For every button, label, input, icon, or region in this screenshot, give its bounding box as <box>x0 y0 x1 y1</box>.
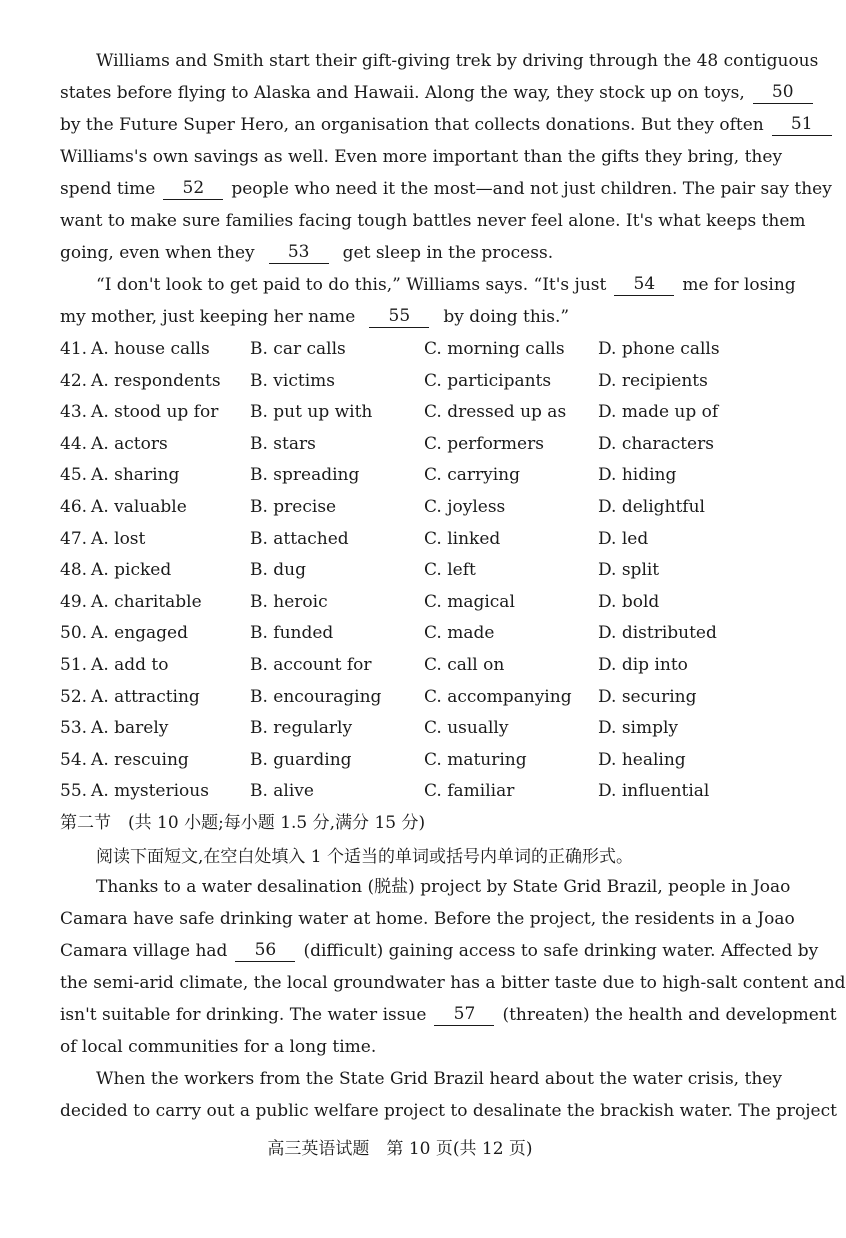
answer-blank: 57 <box>434 1004 494 1026</box>
question-number: 41. <box>60 339 88 359</box>
option-row <box>60 464 760 486</box>
option-b: B. car calls <box>250 339 346 359</box>
option-row <box>60 686 760 708</box>
option-row <box>60 496 760 518</box>
option-c: C. maturing <box>424 749 527 770</box>
option-b: B. regularly <box>250 718 353 739</box>
passage2-line <box>60 908 795 930</box>
option-b: B. alive <box>250 781 314 802</box>
option-text: A. charitable <box>91 591 202 612</box>
option-a <box>60 686 200 708</box>
text-run: “I don't look to get paid to do this,” Williams says. “It's just <box>96 275 607 295</box>
option-d: D. securing <box>598 686 697 707</box>
option-row <box>60 654 760 676</box>
option-row <box>60 559 760 581</box>
option-row <box>60 622 760 644</box>
text-run: Camara have safe drinking water at home. Before the project, the residents in a Joao <box>60 909 795 929</box>
option-row <box>60 717 760 739</box>
option-d: D. made up of <box>598 402 719 423</box>
option-a <box>60 780 209 802</box>
text-run: decided to carry out a public welfare project to desalinate the brackish water. The project <box>60 1101 837 1121</box>
question-number: 47. <box>60 528 88 549</box>
passage1-line <box>60 242 768 264</box>
text-run: of local communities for a long time. <box>60 1037 377 1057</box>
option-d: D. influential <box>598 781 710 802</box>
passage1-line <box>60 178 832 200</box>
text-run: my mother, just keeping her name <box>60 307 356 327</box>
option-b: B. account for <box>250 655 372 675</box>
option-c: C. participants <box>424 370 552 391</box>
option-c: C. call on <box>424 655 505 675</box>
option-b: B. precise <box>250 497 337 517</box>
option-d: D. healing <box>598 749 686 770</box>
option-d: D. recipients <box>598 370 708 391</box>
option-c: C. carrying <box>424 465 520 486</box>
option-text: A. valuable <box>91 497 187 517</box>
text-run: the semi-arid climate, the local groundwater has a bitter taste due to high-salt content and <box>60 973 846 993</box>
text-run: states before flying to Alaska and Hawaii. Along the way, they stock up on toys, <box>60 83 745 103</box>
option-b: B. guarding <box>250 749 352 770</box>
option-d: D. delightful <box>598 497 705 517</box>
option-row <box>60 433 760 455</box>
option-a <box>60 433 168 455</box>
option-d: D. bold <box>598 591 660 612</box>
option-c: C. performers <box>424 433 544 454</box>
passage2-line <box>60 1100 837 1122</box>
option-a <box>60 464 179 486</box>
answer-blank: 54 <box>614 274 674 296</box>
text-run: Camara village had <box>60 941 228 961</box>
option-a <box>60 654 169 676</box>
option-text: A. add to <box>91 655 169 675</box>
text-run: Williams and Smith start their gift-giving trek by driving through the 48 contiguous <box>96 51 819 71</box>
text-run: people who need it the most—and not just children. The pair say they <box>231 179 832 199</box>
answer-blank: 53 <box>269 242 329 264</box>
option-text: A. house calls <box>91 339 210 359</box>
option-text: A. mysterious <box>91 781 209 802</box>
passage1-line <box>60 114 813 136</box>
section-two-title: 第二节 (共 10 小题;每小题 1.5 分,满分 15 分) <box>60 813 426 833</box>
option-a <box>60 528 145 550</box>
passage2-line <box>60 1004 837 1026</box>
question-number: 55. <box>60 781 88 802</box>
option-a <box>60 749 189 771</box>
option-d: D. simply <box>598 718 679 739</box>
question-number: 50. <box>60 623 88 644</box>
option-b: B. heroic <box>250 591 328 612</box>
option-d: D. dip into <box>598 655 688 675</box>
answer-blank: 56 <box>235 940 295 962</box>
text-run: me for losing <box>682 275 796 295</box>
option-c: C. accompanying <box>424 686 572 707</box>
option-c: C. linked <box>424 528 501 549</box>
option-text: A. sharing <box>91 465 180 486</box>
option-d: D. hiding <box>598 465 677 486</box>
question-number: 43. <box>60 402 88 423</box>
question-number: 52. <box>60 686 88 707</box>
text-run: going, even when they <box>60 243 255 263</box>
page-footer: 高三英语试题 第 10 页(共 12 页) <box>267 1139 533 1159</box>
passage2-line <box>96 876 791 898</box>
option-b: B. attached <box>250 528 349 549</box>
text-run: Williams's own savings as well. Even more important than the gifts they bring, they <box>60 147 783 167</box>
option-a <box>60 559 171 581</box>
option-text: A. rescuing <box>91 749 189 770</box>
option-row <box>60 749 760 771</box>
answer-blank: 50 <box>753 82 813 104</box>
option-b: B. funded <box>250 623 334 644</box>
passage2-line <box>60 972 846 994</box>
option-text: A. respondents <box>91 370 221 391</box>
question-number: 54. <box>60 749 88 770</box>
option-d: D. distributed <box>598 623 717 644</box>
option-a <box>60 401 218 423</box>
text-run: (difficult) gaining access to safe drinking water. Affected by <box>303 941 819 961</box>
passage1-line <box>60 82 794 104</box>
option-row <box>60 338 760 360</box>
text-run: by doing this.” <box>443 307 570 327</box>
option-b: B. put up with <box>250 402 373 423</box>
option-c: C. magical <box>424 591 515 612</box>
option-text: A. actors <box>91 433 168 454</box>
text-run: spend time <box>60 179 156 199</box>
option-text: A. barely <box>91 718 169 739</box>
option-b: B. spreading <box>250 465 360 486</box>
answer-blank: 51 <box>772 114 832 136</box>
option-b: B. encouraging <box>250 686 382 707</box>
passage2-line <box>60 1036 768 1058</box>
question-number: 44. <box>60 433 88 454</box>
passage1-line <box>60 210 806 232</box>
option-c: C. joyless <box>424 497 506 517</box>
text-run: get sleep in the process. <box>342 243 554 263</box>
text-run: When the workers from the State Grid Brazil heard about the water crisis, they <box>96 1069 782 1089</box>
passage2-line <box>60 940 819 962</box>
passage1-line <box>96 274 796 296</box>
question-number: 42. <box>60 370 88 391</box>
option-d: D. split <box>598 560 660 581</box>
answer-blank: 55 <box>369 306 429 328</box>
option-text: A. engaged <box>91 623 188 644</box>
passage1-line <box>96 50 819 72</box>
question-number: 48. <box>60 560 88 581</box>
option-c: C. usually <box>424 718 509 739</box>
text-run: isn't suitable for drinking. The water issue <box>60 1005 427 1025</box>
question-number: 46. <box>60 497 88 517</box>
option-row <box>60 370 760 392</box>
option-d: D. phone calls <box>598 339 720 359</box>
option-text: A. stood up for <box>91 402 219 423</box>
option-text: A. attracting <box>91 686 200 707</box>
passage1-line <box>60 146 783 168</box>
question-number: 49. <box>60 591 88 612</box>
option-c: C. familiar <box>424 781 515 802</box>
question-number: 53. <box>60 718 88 739</box>
option-row <box>60 528 760 550</box>
option-b: B. dug <box>250 560 307 581</box>
answer-blank: 52 <box>163 178 223 200</box>
text-run: by the Future Super Hero, an organisation that collects donations. But they often <box>60 115 764 135</box>
text-run: Thanks to a water desalination (脱盐) project by State Grid Brazil, people in Joao <box>96 877 791 897</box>
question-number: 45. <box>60 465 88 486</box>
option-b: B. victims <box>250 370 335 391</box>
option-a <box>60 496 187 518</box>
option-a <box>60 717 168 739</box>
question-number: 51. <box>60 655 88 675</box>
option-d: D. characters <box>598 433 714 454</box>
text-run: (threaten) the health and development <box>502 1005 837 1025</box>
option-a <box>60 338 210 360</box>
option-b: B. stars <box>250 433 316 454</box>
passage1-line <box>60 306 768 328</box>
text-run: want to make sure families facing tough battles never feel alone. It's what keeps them <box>60 211 806 231</box>
option-c: C. morning calls <box>424 339 565 359</box>
option-row <box>60 401 760 423</box>
option-c: C. left <box>424 560 476 581</box>
option-c: C. dressed up as <box>424 402 567 423</box>
option-text: A. picked <box>91 560 172 581</box>
option-a <box>60 591 202 613</box>
option-row <box>60 591 760 613</box>
option-c: C. made <box>424 623 495 644</box>
passage2-line <box>96 1068 782 1090</box>
option-d: D. led <box>598 528 649 549</box>
section-two-instruction: 阅读下面短文,在空白处填入 1 个适当的单词或括号内单词的正确形式。 <box>96 847 634 867</box>
option-text: A. lost <box>91 528 146 549</box>
option-row <box>60 780 760 802</box>
option-a <box>60 622 188 644</box>
option-a <box>60 370 221 392</box>
